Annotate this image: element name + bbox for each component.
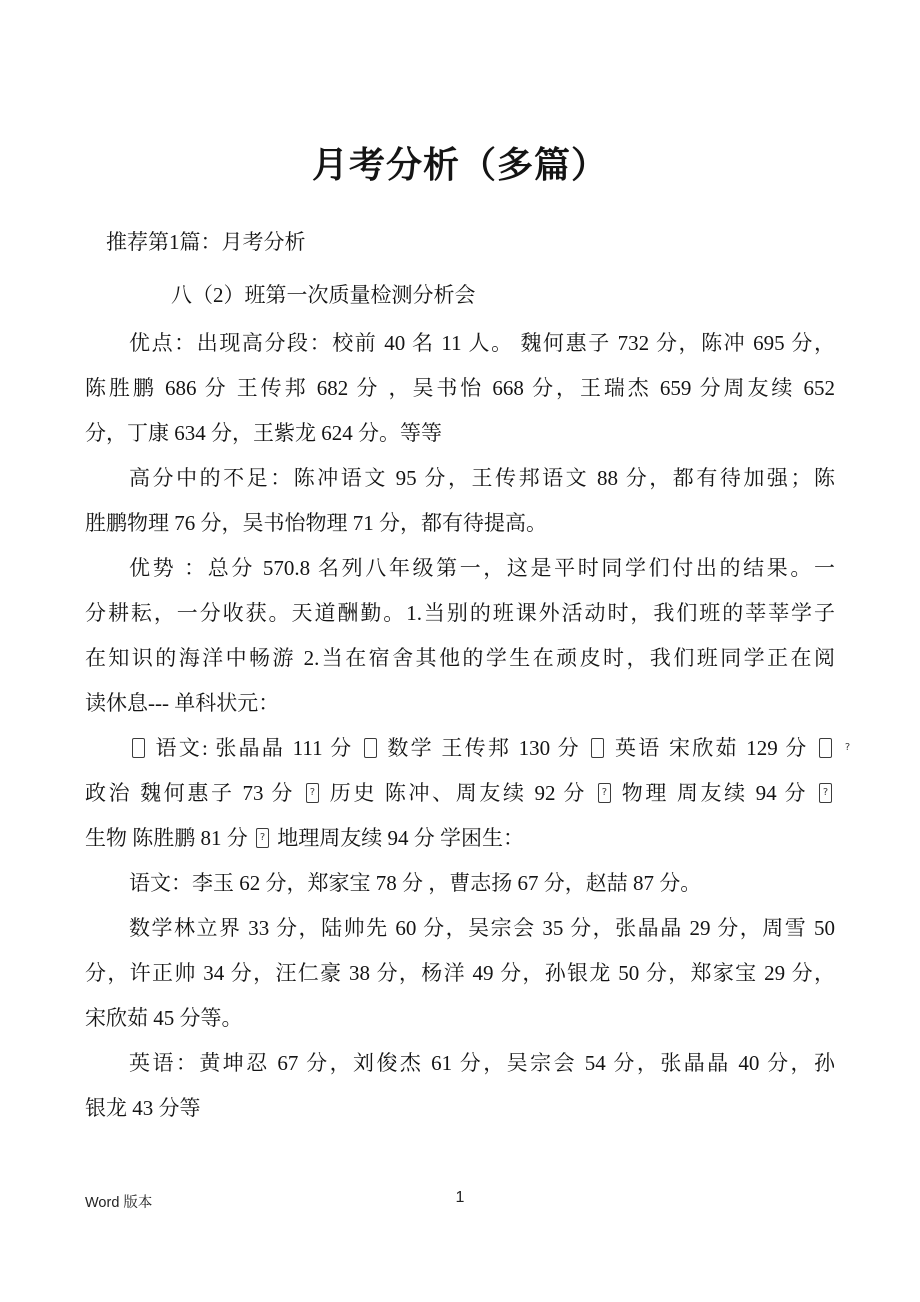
- missing-glyph-box: [819, 738, 832, 758]
- text-line: 银龙 43 分等: [85, 1096, 201, 1120]
- text-line: 分耕耘，一分收获。天道酬勤。1.当别的班课外活动时，我们班的莘莘学子: [85, 601, 835, 625]
- text-line: 数学林立界 33 分，陆帅先 60 分，吴宗会 35 分，张晶晶 29 分，周雪 50: [129, 916, 835, 940]
- text-line: 英语：黄坤忍 67 分，刘俊杰 61 分，吴宗会 54 分，张晶晶 40 分，孙: [129, 1051, 835, 1075]
- text-line: 分，许正帅 34 分，汪仁豪 38 分，杨洋 49 分，孙银龙 50 分，郑家宝 29 分，: [85, 961, 835, 985]
- text-line: 高分中的不足：陈冲语文 95 分，王传邦语文 88 分，都有待加强；陈: [129, 466, 835, 490]
- footer-word-version-label: Word 版本: [85, 1195, 153, 1211]
- text-line: 宋欣茹 45 分等。: [85, 1006, 243, 1030]
- text-line: 在知识的海洋中畅游 2.当在宿舍其他的学生在顽皮时，我们班同学正在阅: [85, 646, 835, 670]
- text-line: 生物 陈胜鹏 81 分 ? 地理周友续 94 分 学困生：: [85, 816, 835, 861]
- footer-page-number: 1: [455, 1189, 465, 1206]
- text-line: 读休息--- 单科状元：: [85, 691, 280, 715]
- text-line: ? 语文: 张晶晶 111 分 ? 数学 王传邦 130 分 ? 英语 宋欣茹 129 分 ?: [85, 726, 835, 771]
- text-line: 语文：李玉 62 分，郑家宝 78 分 ，曹志扬 67 分，赵喆 87 分。: [129, 871, 702, 895]
- missing-glyph-box: [819, 783, 832, 803]
- missing-glyph-box: [306, 783, 319, 803]
- text-line: 陈胜鹏 686 分 王传邦 682 分 ，吴书怡 668 分，王瑞杰 659 分周友续 652: [85, 376, 835, 400]
- text-line: 分，丁康 634 分，王紫龙 624 分。等等: [85, 421, 442, 445]
- missing-glyph-box: [256, 828, 269, 848]
- text-line: 优点：出现高分段：校前 40 名 11 人。 魏何惠子 732 分，陈冲 695 分，: [129, 331, 835, 355]
- text-line: 优势 ：总分 570.8 名列八年级第一，这是平时同学们付出的结果。一: [129, 556, 835, 580]
- text-line: 胜鹏物理 76 分，吴书怡物理 71 分，都有待提高。: [85, 511, 547, 535]
- page-footer: [85, 1188, 835, 1214]
- document-body: [85, 220, 835, 1131]
- text-line: 八（2）班第一次质量检测分析会: [171, 283, 476, 307]
- missing-glyph-box: [364, 738, 377, 758]
- missing-glyph-box: [132, 738, 145, 758]
- document-title: 月考分析（多篇）: [311, 145, 608, 185]
- text-line: 推荐第1篇：月考分析: [106, 230, 306, 254]
- missing-glyph-box: [591, 738, 604, 758]
- missing-glyph-box: [598, 783, 611, 803]
- text-line: 政治 魏何惠子 73 分 ? 历史 陈冲、周友续 92 分 ? 物理 周友续 94 分 ?: [85, 771, 835, 816]
